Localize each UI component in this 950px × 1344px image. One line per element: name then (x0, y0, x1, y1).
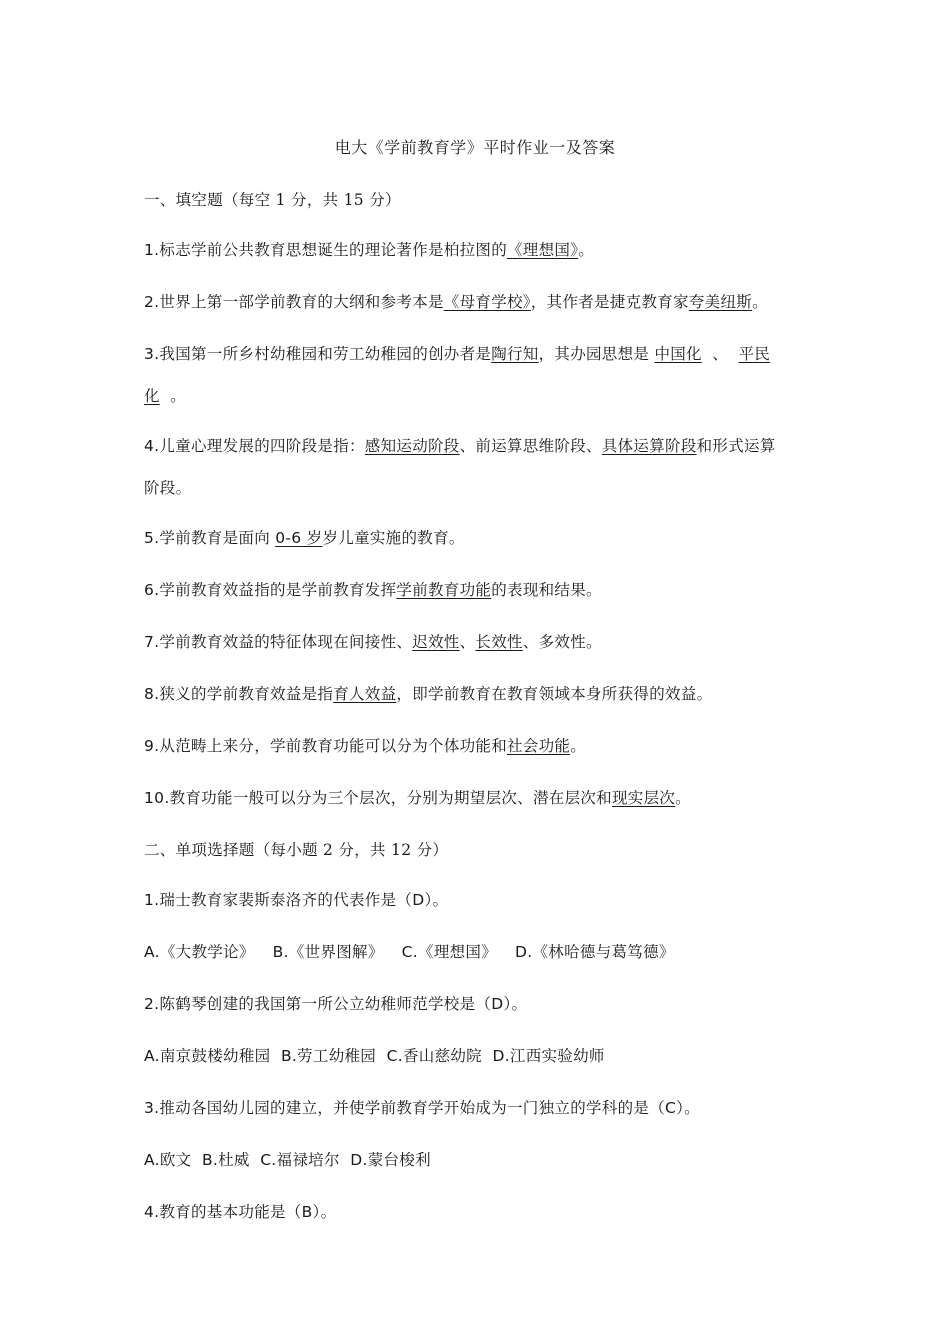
section1-heading: 一、填空题（每空 1 分，共 15 分） (144, 191, 401, 209)
fill-question-10: 10.教育功能一般可以分为三个层次，分别为期望层次、潜在层次和现实层次。 (144, 789, 691, 807)
choice-question-1-options: A.《大教学论》 B.《世界图解》 C.《理想国》 D.《林哈德与葛笃德》 (144, 943, 675, 961)
fill-question-6: 6.学前教育效益指的是学前教育发挥学前教育功能的表现和结果。 (144, 581, 602, 599)
fill-question-1: 1.标志学前公共教育思想诞生的理论著作是柏拉图的《理想国》。 (144, 241, 595, 259)
answer-blank: 长效性 (475, 633, 523, 651)
fill-question-2: 2.世界上第一部学前教育的大纲和参考本是《母育学校》，其作者是捷克教育家夸美纽斯。 (144, 293, 768, 311)
answer-blank: 具体运算阶段 (601, 437, 697, 455)
answer-blank: 陶行知 (491, 345, 539, 363)
answer-blank: 《理想国》 (507, 241, 579, 259)
fill-question-3-cont: 化 。 (144, 387, 187, 405)
choice-question-2-options: A.南京鼓楼幼稚园 B.劳工幼稚园 C.香山慈幼院 D.江西实验幼师 (144, 1047, 605, 1065)
section2-heading: 二、单项选择题（每小题 2 分，共 12 分） (144, 841, 449, 859)
answer-blank: 化 (144, 387, 160, 405)
answer-blank: 平民 (738, 345, 771, 363)
answer-blank: 感知运动阶段 (364, 437, 460, 455)
choice-question-1: 1.瑞士教育家裴斯泰洛齐的代表作是（D）。 (144, 891, 449, 909)
answer-letter: D (491, 995, 504, 1013)
answer-blank: 中国化 (654, 345, 702, 363)
answer-blank: 迟效性 (412, 633, 460, 651)
answer-blank: 现实层次 (611, 789, 676, 807)
fill-question-7: 7.学前教育效益的特征体现在间接性、迟效性、长效性、多效性。 (144, 633, 602, 651)
answer-blank: 学前教育功能 (396, 581, 492, 599)
fill-question-9: 9.从范畴上来分，学前教育功能可以分为个体功能和社会功能。 (144, 737, 587, 755)
fill-question-4: 4.儿童心理发展的四阶段是指：感知运动阶段、前运算思维阶段、具体运算阶段和形式运算 (144, 437, 776, 455)
answer-letter: B (301, 1203, 313, 1221)
choice-question-2: 2.陈鹤琴创建的我国第一所公立幼稚师范学校是（D）。 (144, 995, 528, 1013)
choice-question-3-options: A.欧文 B.杜威 C.福禄培尔 D.蒙台梭利 (144, 1151, 431, 1169)
answer-letter: C (665, 1099, 677, 1117)
answer-blank: 育人效益 (333, 685, 397, 703)
answer-blank: 《母育学校》 (443, 293, 531, 311)
choice-question-3: 3.推动各国幼儿园的建立，并使学前教育学开始成为一门独立的学科的是（C）。 (144, 1099, 700, 1117)
answer-blank: 夸美纽斯 (688, 293, 753, 311)
choice-question-4: 4.教育的基本功能是（B）。 (144, 1203, 337, 1221)
answer-letter: D (412, 891, 425, 909)
fill-question-8: 8.狭义的学前教育效益是指育人效益，即学前教育在教育领域本身所获得的效益。 (144, 685, 713, 703)
fill-question-3: 3.我国第一所乡村幼稚园和劳工幼稚园的创办者是陶行知，其办园思想是 中国化 、 平民 (144, 345, 771, 363)
fill-question-4-cont: 阶段。 (144, 479, 192, 497)
answer-blank: 0-6 岁 (275, 529, 323, 547)
answer-blank: 社会功能 (507, 737, 571, 755)
fill-question-5: 5.学前教育是面向 0-6 岁岁儿童实施的教育。 (144, 529, 465, 547)
document-title: 电大《学前教育学》平时作业一及答案 (334, 138, 616, 157)
